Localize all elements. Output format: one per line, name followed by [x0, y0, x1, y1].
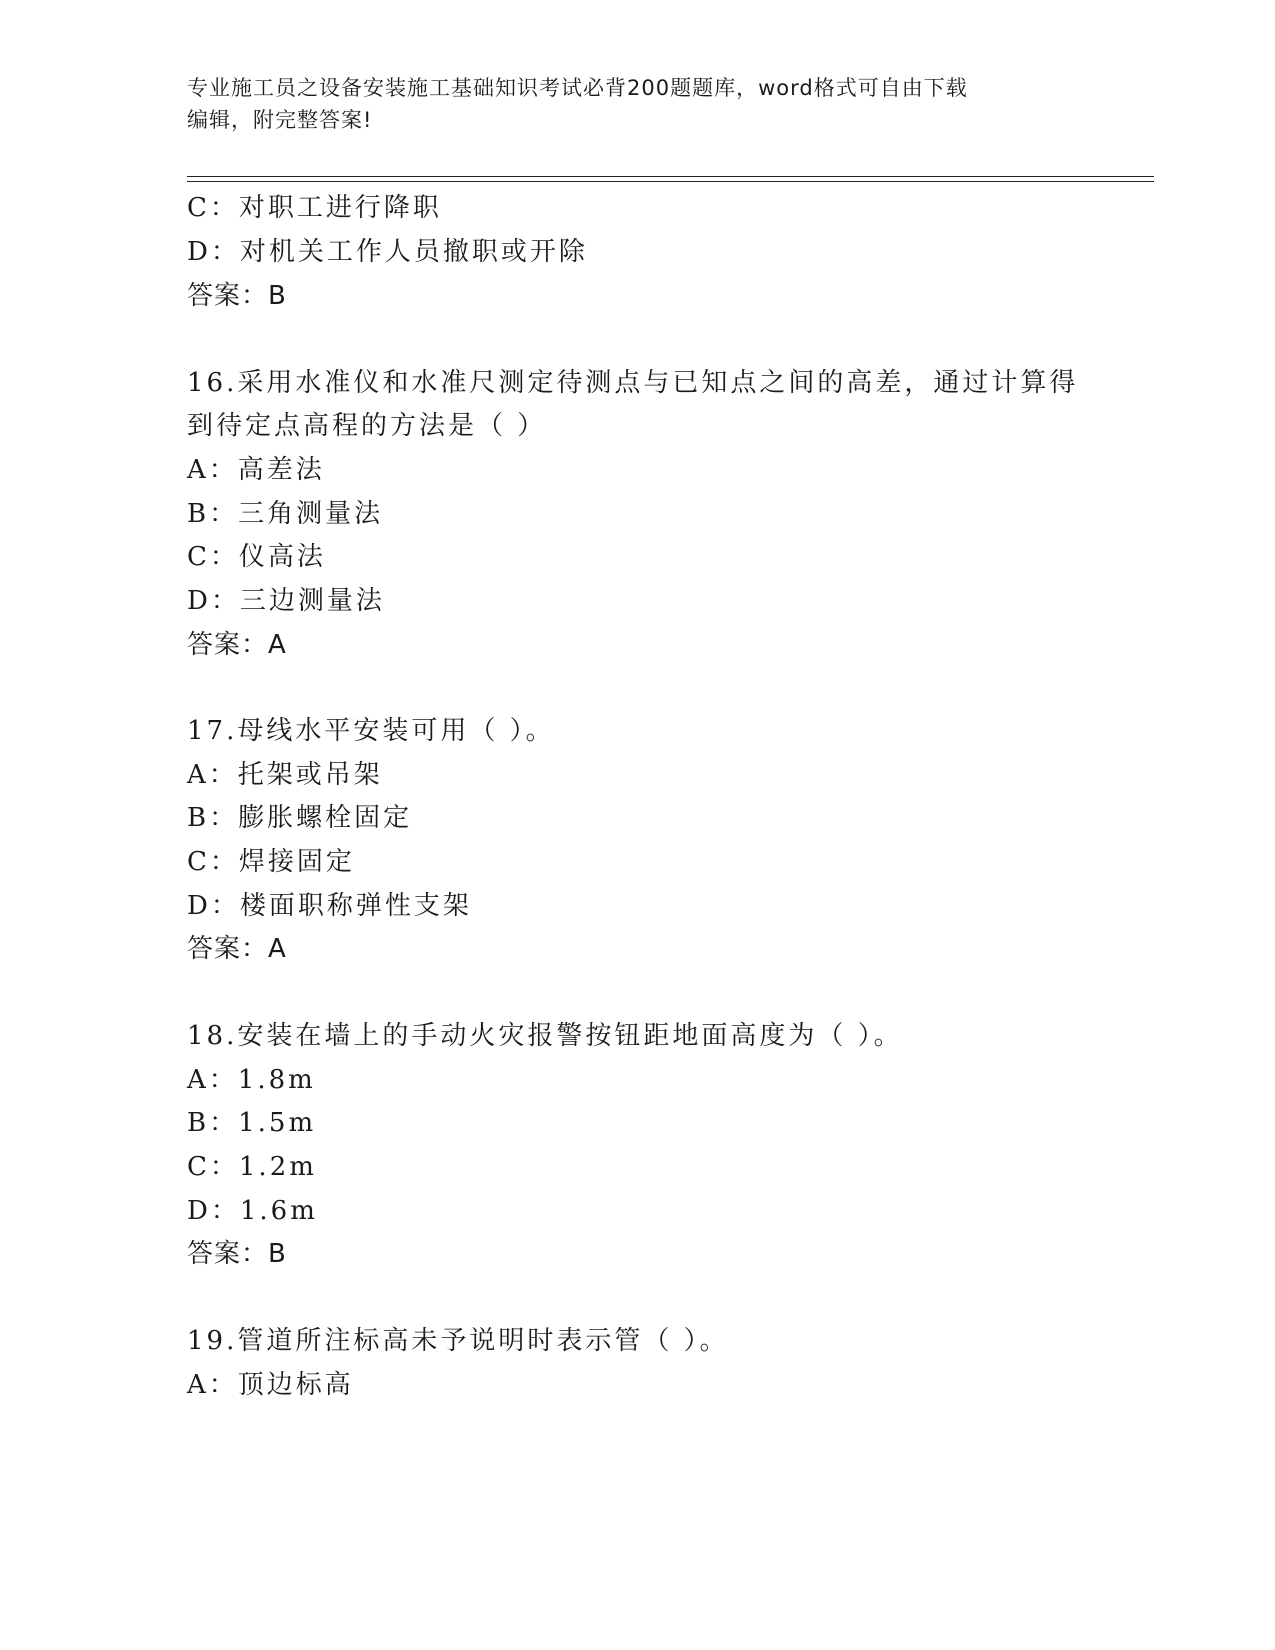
q16-stem-line-1: 16.采用水准仪和水准尺测定待测点与已知点之间的高差，通过计算得 — [187, 368, 1079, 398]
q17-option-a: A：托架或吊架 — [187, 760, 383, 790]
q18-option-c: C：1.2m — [187, 1152, 317, 1182]
q18-option-a: A：1.8m — [187, 1065, 316, 1095]
q18-answer: 答案：B — [187, 1239, 287, 1269]
q16-option-b: B：三角测量法 — [187, 499, 384, 529]
q15-answer: 答案：B — [187, 281, 287, 311]
q18-stem: 18.安装在墙上的手动火灾报警按钮距地面高度为（ ）。 — [187, 1021, 903, 1051]
q16-stem-line-2: 到待定点高程的方法是（ ） — [187, 411, 547, 441]
q18-option-d: D：1.6m — [187, 1196, 318, 1226]
q18-option-b: B：1.5m — [187, 1108, 317, 1138]
q19-option-a: A：顶边标高 — [187, 1370, 354, 1400]
q15-option-d: D：对机关工作人员撤职或开除 — [187, 237, 588, 267]
q16-option-d: D：三边测量法 — [187, 586, 385, 616]
q17-option-c: C：焊接固定 — [187, 847, 355, 877]
header-line-2: 编辑，附完整答案! — [187, 108, 373, 132]
header-divider-top — [187, 176, 1154, 177]
header-line-1: 专业施工员之设备安装施工基础知识考试必背200题题库，word格式可自由下载 — [187, 76, 968, 100]
q17-option-d: D：楼面职称弹性支架 — [187, 891, 472, 921]
q17-option-b: B：膨胀螺栓固定 — [187, 803, 413, 833]
q19-stem: 19.管道所注标高未予说明时表示管（ ）。 — [187, 1326, 729, 1356]
q17-answer: 答案：A — [187, 934, 287, 964]
q17-stem: 17.母线水平安装可用（ ）。 — [187, 716, 555, 746]
q16-answer: 答案：A — [187, 630, 287, 660]
document-header — [187, 72, 1067, 136]
q15-option-c: C：对职工进行降职 — [187, 193, 442, 223]
q16-option-a: A：高差法 — [187, 455, 325, 485]
header-divider-bottom — [187, 181, 1154, 182]
q16-option-c: C：仪高法 — [187, 542, 326, 572]
